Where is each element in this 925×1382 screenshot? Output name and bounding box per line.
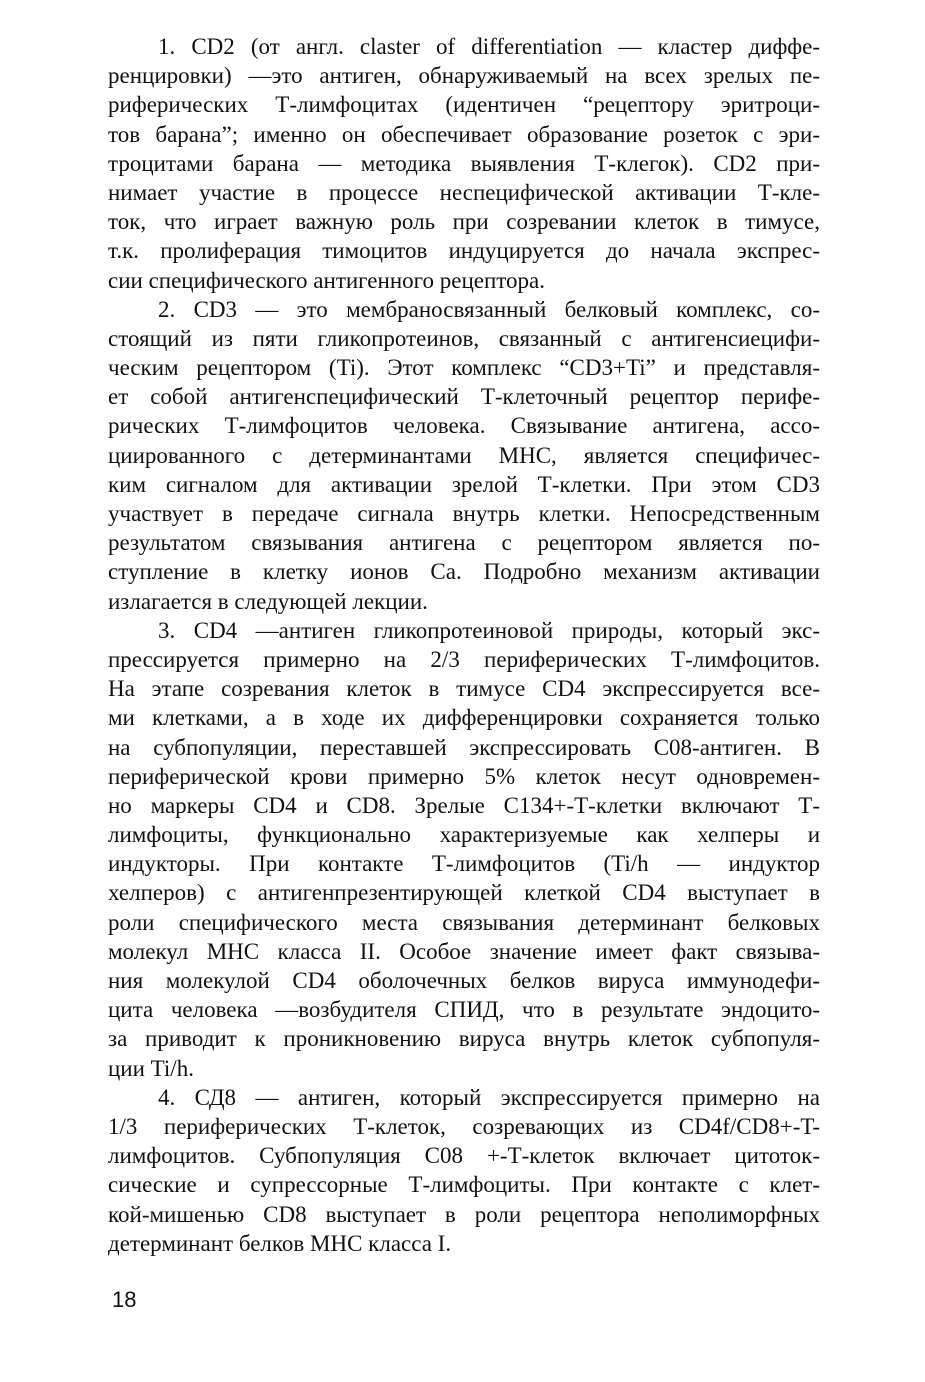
text-line: ческим рецептором (Ti). Этот комплекс “CD3+Ti” и представля- (108, 355, 820, 381)
text-line: за приводит к проникновению вируса внутрь клеток субпопуля- (108, 1026, 820, 1052)
text-line: ми клетками, а в ходе их дифференцировки сохраняется только (108, 705, 820, 731)
paragraph-cd4 (108, 616, 820, 1083)
text-line: 1. CD2 (от англ. claster of differentiation — кластер диффе- (158, 34, 820, 59)
text-line: 4. СД8 — антиген, который экспрессируется примерно на (158, 1084, 820, 1110)
page-body (108, 32, 820, 1258)
text-line: ет собой антигенспецифический Т-клеточный рецептор перифе- (108, 384, 820, 410)
text-line: циированного с детерминантами МНС, является специфичес- (108, 442, 820, 468)
text-line: хелперов) с антигенпрезентирующей клеткой CD4 выступает в (108, 880, 820, 906)
text-line: на субпопуляции, переставшей экспрессировать С08-антиген. В (108, 734, 820, 760)
text-line: ток, что играет важную роль при созревании клеток в тимусе, (108, 209, 820, 235)
text-line: ступление в клетку ионов Са. Подробно механизм активации (108, 559, 820, 585)
text-line: периферической крови примерно 5% клеток несут одновремен- (108, 763, 820, 789)
text-line: лимфоциты, функционально характеризуемые как хелперы и (108, 822, 820, 848)
text-line: рических Т-лимфоцитов человека. Связывание антигена, ассо- (108, 413, 820, 439)
text-line: детерминант белков МНС класса I. (108, 1230, 452, 1256)
text-line: излагается в следующей лекции. (108, 588, 428, 614)
text-line: нимает участие в процессе неспецифической активации Т-кле- (108, 179, 820, 205)
text-line: троцитами барана — методика выявления Т-клегок). CD2 при- (108, 150, 820, 176)
text-line: т.к. пролиферация тимоцитов индуцируется до начала экспрес- (108, 238, 820, 264)
text-line: лимфоцитов. Субпопуляция С08 +-Т-клеток включает цитоток- (108, 1143, 820, 1169)
text-line: ким сигналом для активации зрелой Т-клетки. При этом CD3 (108, 471, 820, 497)
text-line: сии специфического антигенного рецептора. (108, 267, 545, 293)
text-line: На этапе созревания клеток в тимусе CD4 экспрессируется все- (108, 676, 820, 702)
paragraph-cd3 (108, 295, 820, 616)
text-line: 1/3 периферических Т-клеток, созревающих из CD4f/CD8+-T- (108, 1113, 820, 1139)
text-line: сические и супрессорные Т-лимфоциты. При контакте с клет- (108, 1172, 820, 1198)
text-line: но маркеры CD4 и CD8. Зрелые С134+-Т-клетки включают Т- (108, 792, 820, 818)
text-line: индукторы. При контакте Т-лимфоцитов (Ti/h — индуктор (108, 851, 820, 877)
text-line: ренцировки) —это антиген, обнаруживаемый на всех зрелых пе- (108, 63, 820, 89)
text-line: тов барана”; именно он обеспечивает образование розеток с эри- (108, 121, 820, 147)
text-line: кой-мишенью CD8 выступает в роли рецептора неполиморфных (108, 1201, 820, 1227)
text-line: цита человека —возбудителя СПИД, что в результате эндоцито- (108, 997, 820, 1023)
text-line: ции Ti/h. (108, 1055, 194, 1081)
text-line: 3. CD4 —антиген гликопротеиновой природы, который экс- (158, 617, 820, 643)
text-line: стоящий из пяти гликопротеинов, связанный с антигенсиецифи- (108, 325, 820, 351)
paragraph-cd2 (108, 32, 820, 295)
text-line: риферических Т-лимфоцитах (идентичен “рецептору эритроци- (108, 92, 820, 118)
text-line: результатом связывания антигена с рецептором является по- (108, 530, 820, 556)
page-number: 18 (112, 1287, 137, 1312)
text-line: молекул МНС класса II. Особое значение имеет факт связыва- (108, 938, 820, 964)
text-line: прессируется примерно на 2/3 периферических Т-лимфоцитов. (108, 646, 820, 672)
text-line: роли специфического места связывания детерминант белковых (108, 909, 820, 935)
text-line: ния молекулой CD4 оболочечных белков вируса иммунодефи- (108, 968, 820, 993)
text-line: 2. CD3 — это мембраносвязанный белковый комплекс, со- (158, 296, 820, 322)
text-line: участвует в передаче сигнала внутрь клетки. Непосредственным (108, 501, 820, 526)
paragraph-cd8 (108, 1083, 820, 1258)
